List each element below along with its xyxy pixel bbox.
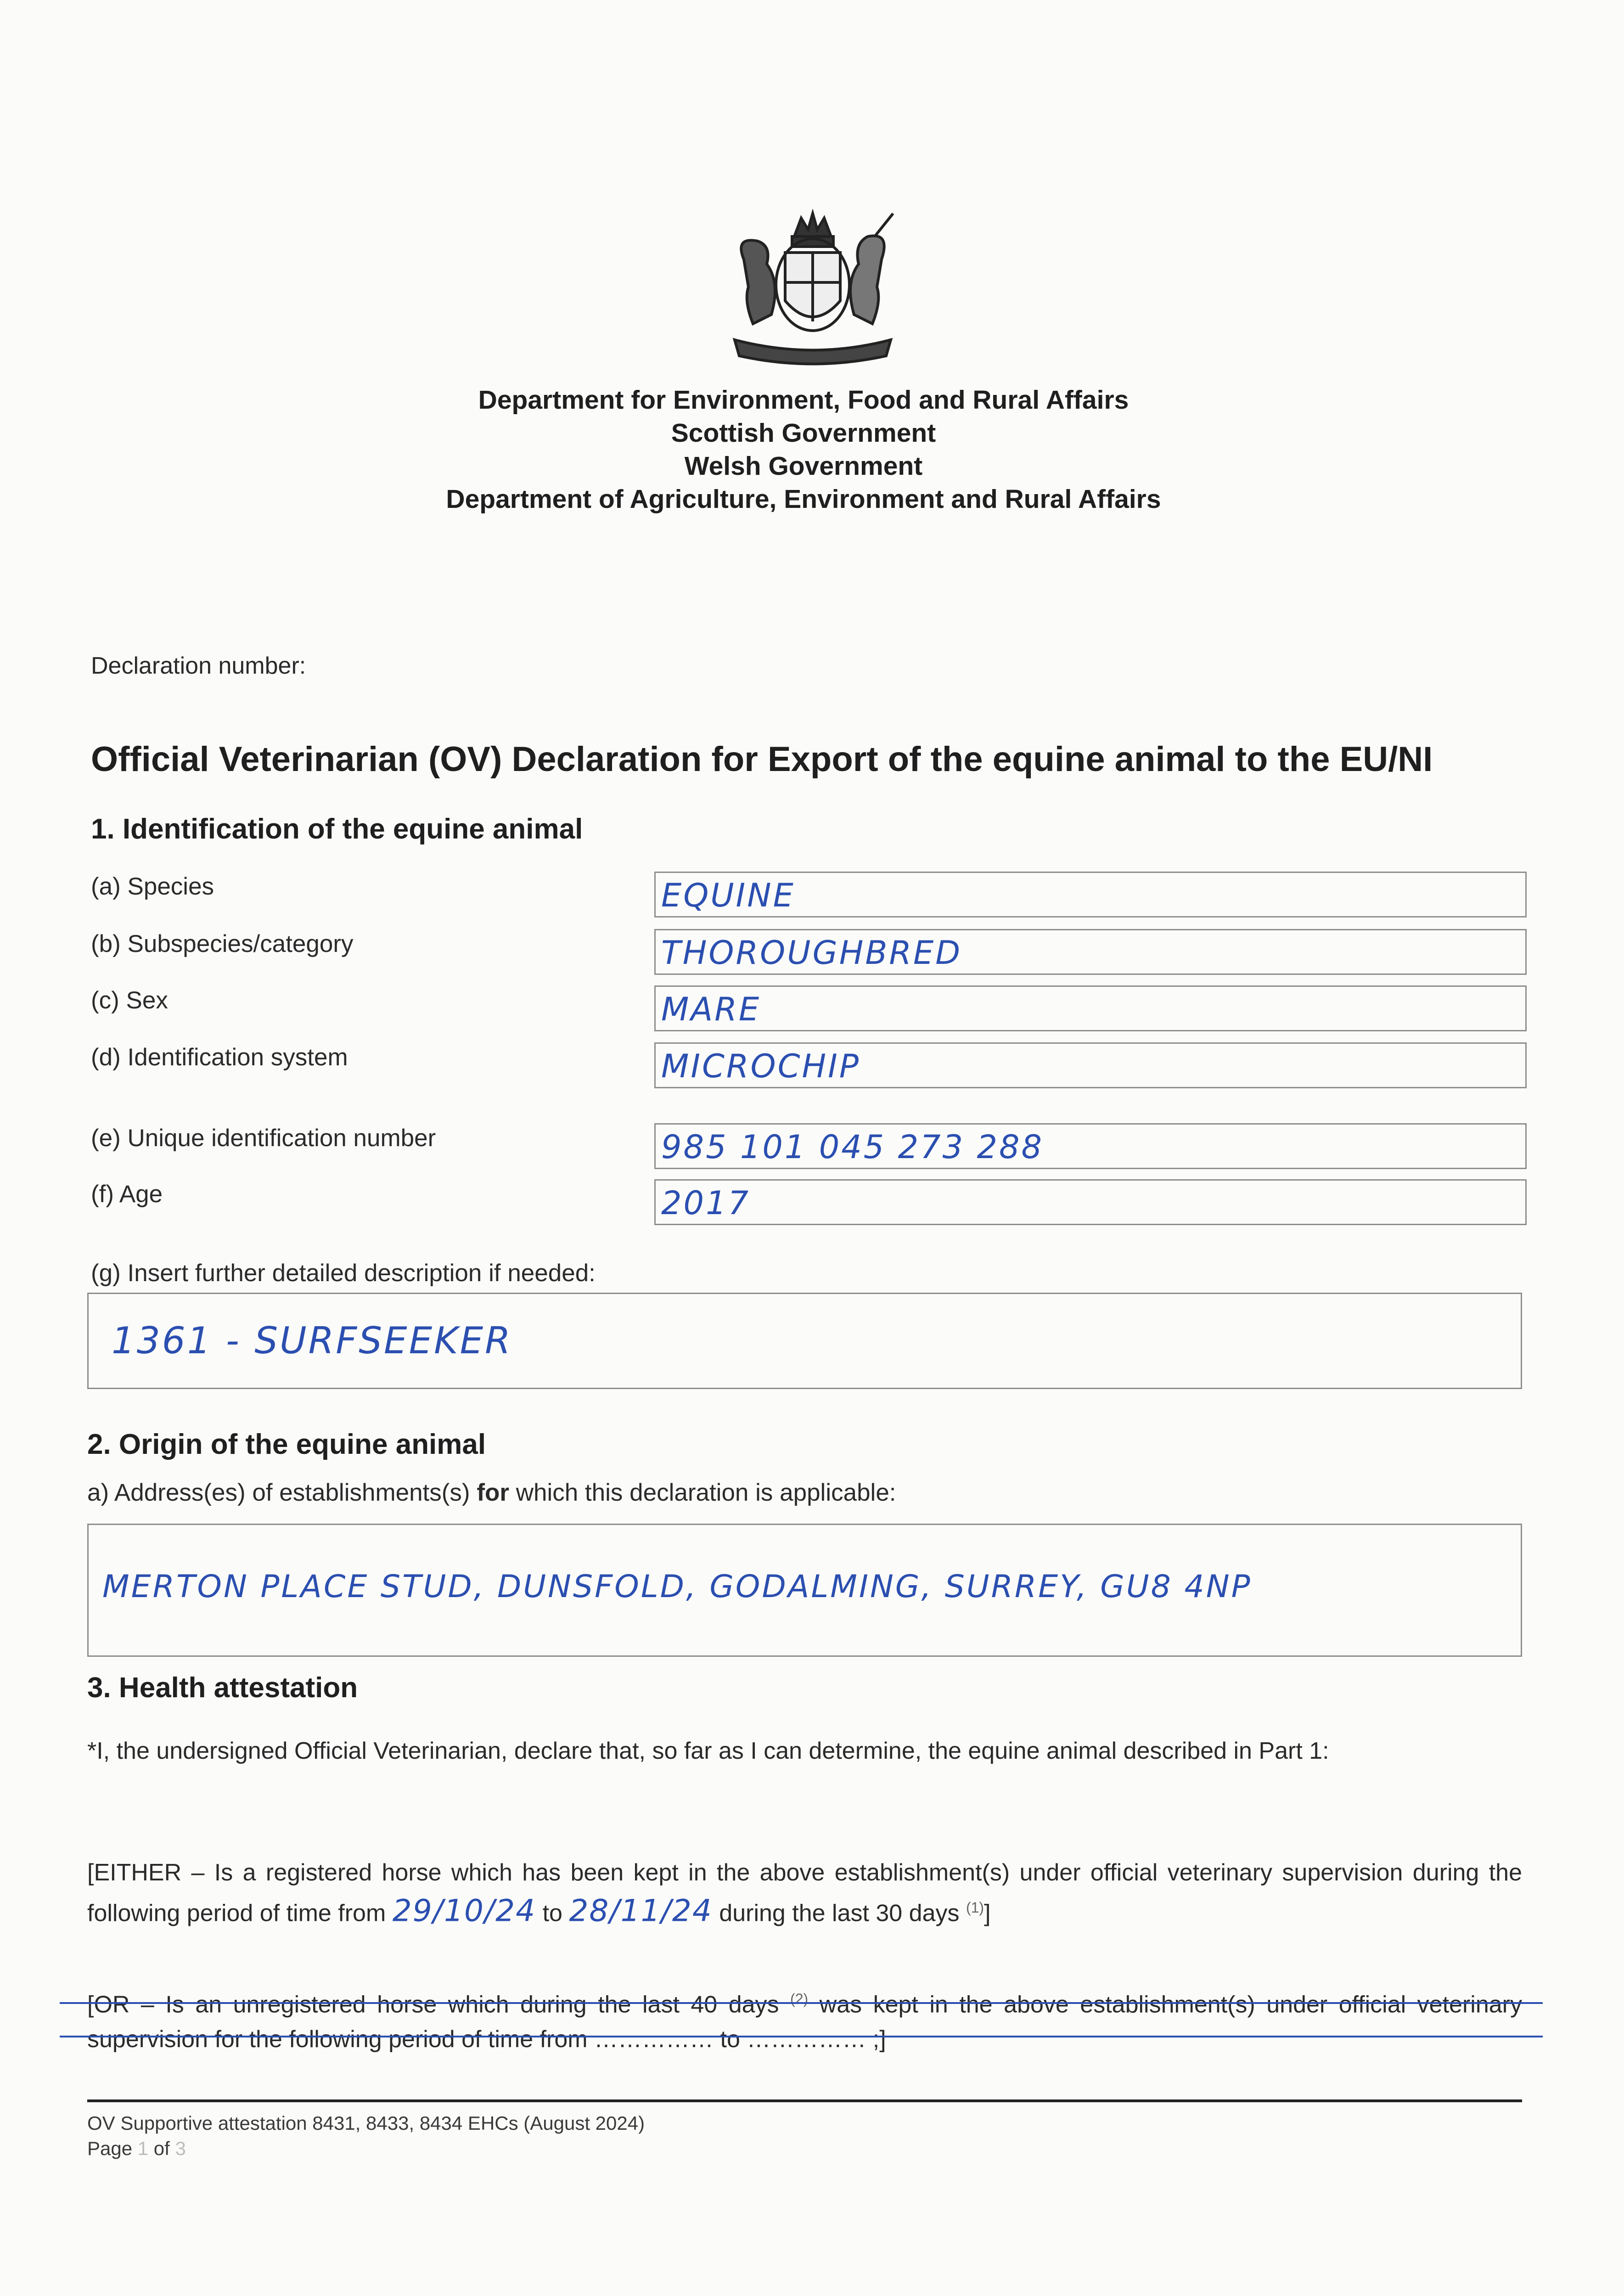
declaration-number-label: Declaration number: <box>91 653 306 679</box>
footnote-ref: (1) <box>966 1899 984 1916</box>
unique-id-value: 985 101 045 273 288 <box>661 1128 1044 1166</box>
age-value: 2017 <box>661 1184 751 1222</box>
of-word: of <box>148 2138 175 2159</box>
address-value: MERTON PLACE STUD, DUNSFOLD, GODALMING, SURREY, GU8 4NP <box>102 1569 1252 1605</box>
unique-id-field[interactable] <box>654 1123 1527 1169</box>
further-description-field[interactable] <box>87 1293 1522 1389</box>
identification-system-label: (d) Identification system <box>91 1044 348 1071</box>
or-option <box>87 1981 1522 2057</box>
health-intro: *I, the undersigned Official Veterinarian, declare that, so far as I can determine, the equine animal described in Part 1: <box>87 1738 1329 1764</box>
further-description-value: 1361 - SURFSEEKER <box>112 1319 512 1362</box>
address-label-text: a) Address(es) of establishments(s) <box>87 1479 477 1506</box>
further-description-label: (g) Insert further detailed description if needed: <box>91 1260 596 1287</box>
sex-label: (c) Sex <box>91 987 168 1014</box>
or-strikethrough-line <box>60 2002 1543 2004</box>
or-text: [OR – Is an unregistered horse which during the last 40 days <box>87 1991 791 2018</box>
subspecies-value: THOROUGHBRED <box>661 934 962 972</box>
species-label: (a) Species <box>91 873 214 900</box>
department-name: Department of Agriculture, Environment and Rural Affairs <box>446 484 1161 514</box>
or-text: was kept in the above establishment(s) under official veterinary supervision for the following period of time from …………… to …………… ;] <box>87 1991 1522 2053</box>
royal-coat-of-arms-icon <box>716 209 909 374</box>
either-to-word: to <box>536 1900 569 1927</box>
sex-field[interactable] <box>654 985 1527 1031</box>
species-value: EQUINE <box>661 877 795 914</box>
either-from-date: 29/10/24 <box>392 1893 536 1929</box>
department-name: Department for Environment, Food and Rural Affairs <box>478 385 1129 415</box>
either-text: during the last 30 days <box>712 1900 966 1927</box>
footer-reference: OV Supportive attestation 8431, 8433, 8434 EHCs (August 2024) <box>87 2112 645 2134</box>
department-name: Scottish Government <box>671 418 936 448</box>
page-total: 3 <box>175 2138 186 2159</box>
identification-system-field[interactable] <box>654 1042 1527 1088</box>
address-field[interactable] <box>87 1524 1522 1657</box>
either-option <box>87 1855 1522 1930</box>
unique-id-label: (e) Unique identification number <box>91 1125 436 1152</box>
departments-header <box>321 383 1286 516</box>
address-label-text: which this declaration is applicable: <box>509 1479 896 1506</box>
address-label <box>87 1479 896 1507</box>
subspecies-field[interactable] <box>654 929 1527 975</box>
or-strikethrough-line <box>60 2036 1543 2037</box>
species-field[interactable] <box>654 872 1527 917</box>
either-end: ] <box>984 1900 991 1927</box>
identification-system-value: MICROCHIP <box>661 1047 861 1085</box>
page-current: 1 <box>137 2138 149 2159</box>
page-title: Official Veterinarian (OV) Declaration for Export of the equine animal to the EU/NI <box>91 740 1433 779</box>
page-number <box>87 2138 186 2160</box>
age-label: (f) Age <box>91 1181 163 1208</box>
address-label-emphasis: for <box>477 1479 509 1506</box>
age-field[interactable] <box>654 1179 1527 1225</box>
section1-heading: 1. Identification of the equine animal <box>91 813 583 845</box>
section2-heading: 2. Origin of the equine animal <box>87 1429 486 1460</box>
subspecies-label: (b) Subspecies/category <box>91 930 354 957</box>
footnote-ref: (2) <box>790 1991 809 2007</box>
section3-heading: 3. Health attestation <box>87 1672 358 1704</box>
footer-divider <box>87 2099 1522 2102</box>
department-name: Welsh Government <box>684 451 923 481</box>
sex-value: MARE <box>661 990 761 1028</box>
page-word: Page <box>87 2138 138 2159</box>
either-to-date: 28/11/24 <box>569 1893 713 1929</box>
either-text: [EITHER – Is a registered horse which has been kept in the above establishment(s) under official veterinary supervision during the following period of time from <box>87 1859 1522 1927</box>
